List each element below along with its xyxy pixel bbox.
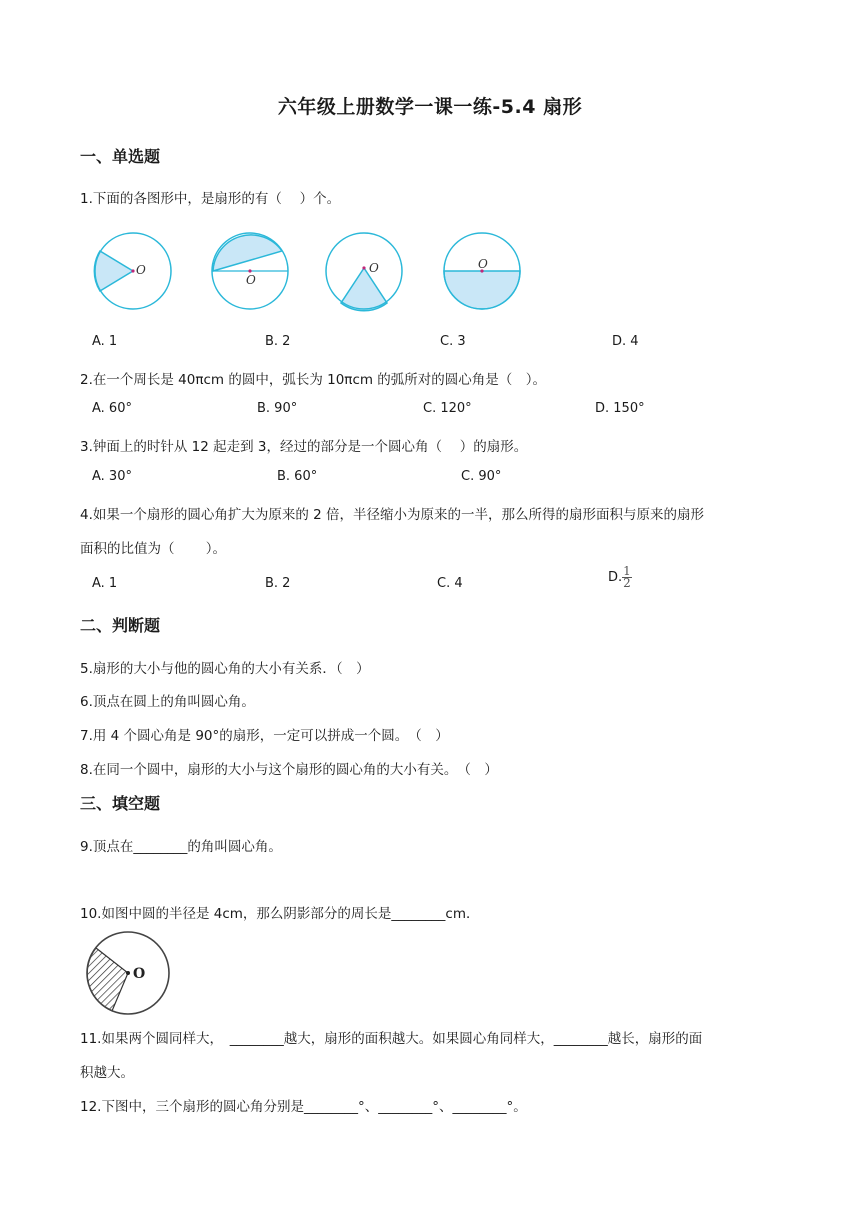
question-11-text-line-2: 积越大。 [80,1065,134,1081]
q10-figure [82,930,174,1020]
question-8-text: 8.在同一个圆中，扇形的大小与这个扇形的圆心角的大小有关。 （ ） [80,762,498,778]
q1-center-label-2: O [246,273,256,287]
q1-center-label-3: O [369,261,379,275]
question-9-text: 9.顶点在________的角叫圆心角。 [80,839,282,855]
question-2-text: 2.在一个周长是 40πcm 的圆中，弧长为 10πcm 的弧所对的圆心角是（ ）。 [80,372,547,388]
q1-figure-3 [319,226,409,316]
question-4-text-line-2: 面积的比值为（ ）。 [80,541,227,557]
section-heading-fill-blank: 三、填空题 [80,794,161,813]
q2-option-d[interactable]: D. 150° [595,401,645,416]
q3-option-b[interactable]: B. 60° [277,469,318,484]
q4-option-c[interactable]: C. 4 [437,576,463,591]
fraction-numerator: 1 [623,564,631,578]
question-4-text-line-1: 4.如果一个扇形的圆心角扩大为原来的 2 倍，半径缩小为原来的一半，那么所得的扇形面积与原来的扇形 [80,507,705,523]
q1-center-label-1: O [136,263,146,277]
question-11-text-line-1: 11.如果两个圆同样大， ________越大，扇形的面积越大。如果圆心角同样大，________越长，扇形的面 [80,1031,703,1047]
question-12-text: 12.下图中，三个扇形的圆心角分别是________°、________°、________°。 [80,1099,527,1115]
q1-option-c[interactable]: C. 3 [440,334,466,349]
q2-option-b[interactable]: B. 90° [257,401,298,416]
q1-figure-2 [205,226,295,316]
q4-option-b[interactable]: B. 2 [265,576,291,591]
q1-center-label-4: O [478,257,488,271]
q2-option-a[interactable]: A. 60° [92,401,132,416]
q1-option-a[interactable]: A. 1 [92,334,118,349]
q1-figure-4 [437,226,527,316]
q1-option-d[interactable]: D. 4 [612,334,639,349]
q3-option-c[interactable]: C. 90° [461,469,502,484]
document-title: 六年级上册数学一课一练-5.4 扇形 [277,96,583,118]
question-7-text: 7.用 4 个圆心角是 90°的扇形，一定可以拼成一个圆。 （ ） [80,728,449,744]
question-3-text: 3.钟面上的时针从 12 起走到 3，经过的部分是一个圆心角（ ）的扇形。 [80,439,528,455]
question-10-text: 10.如图中圆的半径是 4cm，那么阴影部分的周长是________cm． [80,906,480,922]
q10-center-label: O [133,966,146,982]
q1-figure-1 [88,226,178,316]
section-heading-true-false: 二、判断题 [80,616,161,635]
q4-option-d[interactable] [608,566,632,589]
q3-option-a[interactable]: A. 30° [92,469,132,484]
question-1-text: 1.下面的各图形中，是扇形的有（ ）个。 [80,191,341,207]
fraction-denominator: 2 [623,576,631,590]
section-heading-single-choice: 一、单选题 [80,147,161,166]
q4-option-a[interactable]: A. 1 [92,576,118,591]
q4-option-d-label: D. [608,570,623,585]
question-6-text: 6.顶点在圆上的角叫圆心角。 [80,694,255,710]
q1-option-b[interactable]: B. 2 [265,334,291,349]
question-5-text: 5.扇形的大小与他的圆心角的大小有关系．（ ） [80,661,370,677]
q2-option-c[interactable]: C. 120° [423,401,472,416]
q4-option-d-fraction [622,566,632,589]
